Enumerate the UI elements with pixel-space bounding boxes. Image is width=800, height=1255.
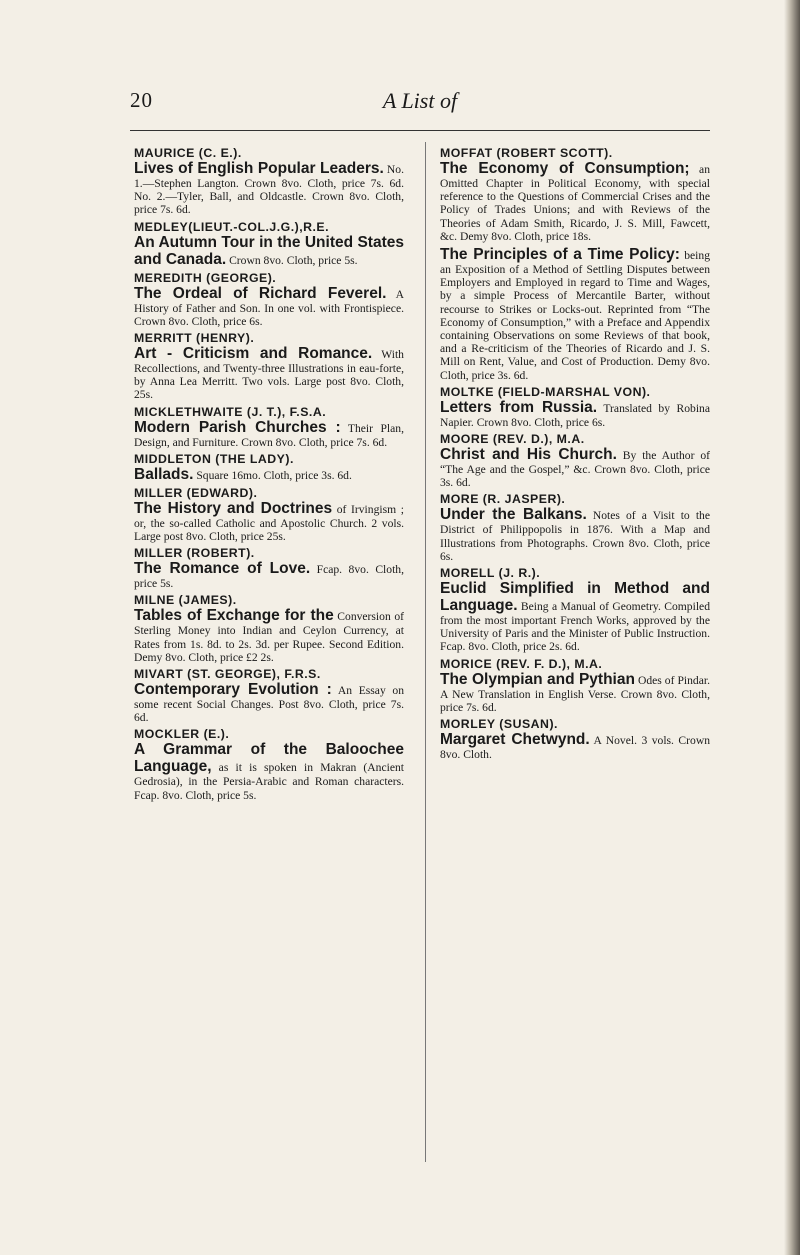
column-divider	[425, 142, 426, 1162]
entry-author: MIVART (ST. GEORGE), F.R.S.	[134, 667, 321, 682]
entry-title: The History and Doctrines	[134, 499, 333, 517]
entry-details: Odes of Pindar. A New Translation in English Verse. Crown 8vo. Cloth, price 7s. 6d.	[440, 673, 710, 714]
entry-title: Margaret Chetwynd.	[440, 731, 590, 749]
catalogue-entry	[134, 593, 404, 664]
catalogue-entry	[440, 246, 710, 382]
catalogue-entry	[134, 486, 404, 543]
entry-details: No. 1.—Stephen Langton. Crown 8vo. Cloth, price 7s. 6d. No. 2.—Tyler, Ball, and Oldcastle. Crown 8vo. Cloth, price 7s. 6d.	[134, 163, 404, 217]
page-number: 20	[130, 88, 153, 112]
page-edge-shadow	[784, 0, 800, 1255]
catalogue-entry	[440, 717, 710, 761]
entry-body	[134, 160, 404, 217]
entry-details: Fcap. 8vo. Cloth, price 5s.	[134, 563, 404, 591]
entry-title: Modern Parish Churches :	[134, 418, 341, 436]
entry-title: Art - Criticism and Romance.	[134, 345, 373, 363]
page-header	[130, 88, 710, 118]
entry-body	[440, 671, 710, 714]
catalogue-entry	[134, 667, 404, 724]
entry-author: MAURICE (C. E.).	[134, 146, 242, 160]
entry-author: MOCKLER (E.).	[134, 727, 230, 742]
entry-details: By the Author of “The Age and the Gospel,” &c. Crown 8vo. Cloth, price 3s. 6d.	[440, 449, 711, 490]
entry-author: MEREDITH (GEORGE).	[134, 270, 277, 285]
entry-title: Ballads.	[134, 465, 194, 483]
entry-title: Christ and His Church.	[440, 446, 617, 464]
entry-details: Their Plan, Design, and Furniture. Crown 8vo. Cloth, price 7s. 6d.	[134, 421, 404, 449]
entry-body	[134, 500, 404, 543]
entry-title: Euclid Simplified in Method and Language.	[440, 580, 710, 615]
catalogue-entry	[134, 546, 404, 590]
entry-author: MILLER (ROBERT).	[134, 546, 255, 561]
entry-body	[134, 285, 404, 328]
entry-author: MERRITT (HENRY).	[134, 331, 255, 346]
entry-body	[134, 419, 404, 449]
catalogue-entry	[134, 727, 404, 801]
entry-author: MORICE (REV. F. D.), M.A.	[440, 656, 603, 671]
entry-details: Being a Manual of Geometry. Compiled from the most important French Works, approved by the University of Paris and the Minister of Public Instruction. Fcap. 8vo. Cloth, price 2s. 6d.	[440, 600, 710, 654]
entry-details: A History of Father and Son. In one vol. with Frontispiece. Crown 8vo. Cloth, price 6s.	[134, 287, 404, 328]
entry-details: Conversion of Sterling Money into Indian and Ceylon Currency, at Rates from 1s. 8d. to 2s. 3d. per Rupee. Second Edition. Demy 8vo. Cloth, price £2 2s.	[134, 610, 404, 664]
entry-details: of Irvingism ; or, the so-called Catholic and Apostolic Church. 2 vols. Large post 8vo. Cloth, price 25s.	[134, 502, 404, 544]
entry-details: With Recollections, and Twenty-three Illustrations in eau-forte, by Anna Lea Merritt. Two vols. Large post 8vo. Cloth, 25s.	[134, 348, 404, 402]
entry-author: MOLTKE (FIELD-MARSHAL VON).	[440, 384, 651, 399]
entry-title: Tables of Exchange for the	[134, 607, 334, 625]
catalogue-entry	[440, 657, 710, 714]
entry-title: The Ordeal of Richard Feverel.	[134, 284, 387, 302]
entry-details: An Essay on some recent Social Changes. Post 8vo. Cloth, price 7s. 6d.	[134, 684, 404, 725]
entry-author: MORELL (J. R.).	[440, 566, 541, 581]
entry-title: Lives of English Popular Leaders.	[134, 160, 384, 177]
entry-author: MORE (R. JASPER).	[440, 492, 566, 507]
entry-author: MILLER (EDWARD).	[134, 485, 258, 500]
entry-title: The Principles of a Time Policy:	[440, 246, 680, 264]
entry-body	[440, 731, 710, 761]
entry-author: MORLEY (SUSAN).	[440, 717, 558, 732]
entry-title: A Grammar of the Baloochee Language,	[134, 741, 404, 776]
entry-title: The Romance of Love.	[134, 560, 311, 578]
catalogue-entry	[134, 405, 404, 449]
entry-author: MICKLETHWAITE (J. T.), F.S.A.	[134, 404, 327, 419]
catalogue-entry	[440, 432, 710, 489]
entry-body	[134, 607, 404, 664]
entry-body	[134, 560, 404, 590]
entry-title: The Economy of Consumption;	[440, 160, 690, 177]
entry-body	[134, 234, 404, 268]
entry-title: Contemporary Evolution :	[134, 681, 332, 699]
entry-author: MIDDLETON (THE LADY).	[134, 451, 294, 466]
entry-body	[440, 580, 710, 654]
catalogue-entry	[134, 452, 404, 483]
catalogue-entry	[440, 566, 710, 654]
entry-title: An Autumn Tour in the United States and Canada.	[134, 233, 404, 268]
catalogue-entry	[134, 331, 404, 402]
entry-details: A Novel. 3 vols. Crown 8vo. Cloth.	[440, 734, 710, 762]
entry-title: The Olympian and Pythian	[440, 670, 635, 688]
running-title: A List of	[382, 88, 458, 113]
entry-body	[134, 741, 404, 801]
entry-details: as it is spoken in Makran (Ancient Gedrosia), in the Persia-Arabic and Roman characters. Fcap. 8vo. Cloth, price 5s.	[134, 761, 404, 802]
entry-body	[440, 446, 710, 489]
entry-body	[134, 345, 404, 402]
left-column	[134, 146, 404, 805]
entry-details: Crown 8vo. Cloth, price 5s.	[226, 253, 358, 267]
entry-title: Under the Balkans.	[440, 506, 587, 524]
entry-author: MOFFAT (ROBERT SCOTT).	[440, 146, 613, 160]
entry-body	[440, 506, 710, 563]
catalogue-entry	[134, 220, 404, 268]
entry-body	[440, 160, 710, 243]
entry-details: an Omitted Chapter in Political Economy, with special reference to the Questions of Commercial Crises and the Policy of Trades Unions; and with Reviews of the Theories of Adam Smith, Ricardo, J. S. Mill, Fawcett, &c. Demy 8vo. Cloth, price 18s.	[440, 163, 710, 243]
catalogue-entry	[134, 146, 404, 217]
header-rule	[130, 130, 710, 131]
entry-details: Square 16mo. Cloth, price 3s. 6d.	[193, 468, 352, 482]
entry-body	[440, 399, 710, 429]
entry-body	[134, 681, 404, 724]
catalogue-entry	[440, 385, 710, 429]
entry-body	[134, 466, 404, 483]
right-column	[440, 146, 710, 764]
entry-details: being an Exposition of a Method of Settling Disputes between Employers and Employed in regard to Time and Wages, by a simple Process of Mercantile Barter, without recourse to Strikes or Locks-out. Reprinted from “The Economy of Consumption,” with a Preface and Appendix containing Observations on some Reviews of that book, and a Re-criticism of the Theories of Ricardo and J. S. Mill on Rent, Value, and Cost of Production. Demy 8vo. Cloth, price 3s. 6d.	[440, 249, 710, 382]
catalogue-entry	[440, 492, 710, 563]
catalogue-entry	[440, 146, 710, 243]
entry-details: Translated by Robina Napier. Crown 8vo. Cloth, price 6s.	[440, 401, 710, 429]
entry-author: MEDLEY(LIEUT.-COL.J.G.),R.E.	[134, 219, 330, 234]
entry-title: Letters from Russia.	[440, 398, 598, 416]
catalogue-entry	[134, 271, 404, 328]
entry-details: Notes of a Visit to the District of Philippopolis in 1876. With a Map and Illustrations from Photographs. Crown 8vo. Cloth, price 6s.	[440, 509, 710, 563]
entry-author: MOORE (REV. D.), M.A.	[440, 432, 585, 447]
entry-author: MILNE (JAMES).	[134, 593, 237, 608]
entry-body	[440, 246, 710, 382]
